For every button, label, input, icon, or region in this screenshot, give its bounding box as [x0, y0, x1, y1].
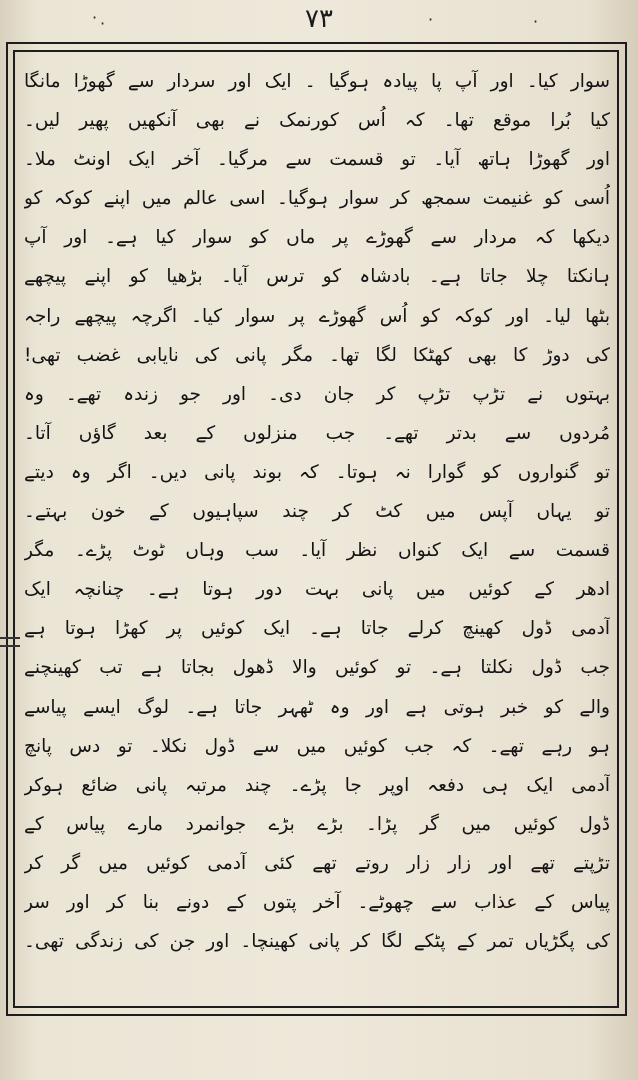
text-line-5: دیکھا کہ مردار سے گھوڑے پر ماں کو سوار کیا ہے۔ اور آپ: [24, 227, 610, 249]
text-line-13: قسمت سے ایک کنواں نظر آیا۔ سب وہاں ٹوٹ پڑے۔ مگر: [24, 540, 610, 562]
text-line-4: اُسی کو غنیمت سمجھ کر سوار ہوگیا۔ اسی عالم میں اپنے کوکہ کو: [24, 188, 610, 210]
text-line-22: پیاس کے عذاب سے چھوٹے۔ آخر پتوں کے دونے بنا کر اور سر: [24, 891, 610, 913]
ink-speck: ·: [92, 8, 98, 27]
text-line-12: تو یہاں آپس میں کٹ کر چند سپاہیوں کے خون بہتے۔: [24, 501, 610, 523]
text-line-23: کی پگڑیاں تمر کے پٹکے لگا کر پانی کھینچا۔ اور جن کی زندگی تھی۔: [24, 931, 610, 953]
ink-speck: ·: [533, 12, 539, 31]
text-line-3: اور گھوڑا ہاتھ آیا۔ تو قسمت سے مرگیا۔ آخر ایک اونٹ ملا۔: [24, 149, 610, 171]
page-number: ۷۳: [305, 4, 333, 34]
binding-mark: [0, 637, 20, 647]
page-text: [24, 62, 610, 1002]
text-line-19: آدمی ایک ہی دفعہ اوپر جا پڑے۔ چند مرتبہ پانی ضائع ہوکر: [24, 774, 610, 796]
text-line-2: کیا بُرا موقع تھا۔ کہ اُس کورنمک نے بھی آنکھیں پھیر لیں۔: [24, 110, 610, 132]
text-line-7: بٹھا لیا۔ اور کوکہ کو اُس گھوڑے پر سوار کیا۔ اگرچہ پیچھے راجہ: [24, 305, 610, 327]
text-line-15: آدمی ڈول کھینچ کرلے جاتا ہے۔ ایک کوئیں پر کھڑا ہوتا ہے: [24, 618, 610, 640]
text-line-18: ہو رہے تھے۔ کہ جب کوئیں میں سے ڈول نکلا۔ تو دس پانچ: [24, 735, 610, 757]
text-line-17: والے کو خبر ہوتی ہے اور وہ ٹھہر جاتا ہے۔ لوگ ایسے پیاسے: [24, 696, 610, 718]
text-line-1: سوار کیا۔ اور آپ پا پیادہ ہوگیا ۔ ایک اور سردار سے گھوڑا مانگا: [24, 71, 610, 92]
ink-speck: ·: [428, 10, 434, 29]
text-line-6: ہانکتا چلا جاتا ہے۔ بادشاہ کو ترس آیا۔ بڑھیا کو اپنے پیچھے: [24, 266, 610, 288]
text-line-8: کی دوڑ کا بھی کھٹکا لگا تھا۔ مگر پانی کی نایابی غضب تھی!: [24, 344, 610, 366]
text-line-16: جب ڈول نکلتا ہے۔ تو کوئیں والا ڈھول بجاتا ہے تب کھینچنے: [24, 657, 610, 679]
text-line-21: تڑپتے تھے اور زار زار روتے تھے کئی آدمی کوئیں میں گر کر: [24, 852, 610, 874]
ink-speck: ·: [100, 14, 106, 33]
text-line-10: مُردوں سے بدتر تھے۔ جب منزلوں کے بعد گاؤں آتا۔: [24, 422, 610, 444]
text-line-9: بہتوں نے تڑپ تڑپ کر جان دی۔ اور جو زندہ تھے۔ وہ: [24, 383, 610, 405]
text-line-14: ادھر کے کوئیں میں پانی بہت دور ہوتا ہے۔ چنانچہ ایک: [24, 579, 610, 601]
text-line-11: تو گنواروں کو گوارا نہ ہوتا۔ کہ بوند پانی دیں۔ اگر وہ دیتے: [24, 461, 610, 483]
text-line-20: ڈول کوئیں میں گر پڑا۔ بڑے بڑے جوانمرد مارے پیاس کے: [24, 813, 610, 835]
